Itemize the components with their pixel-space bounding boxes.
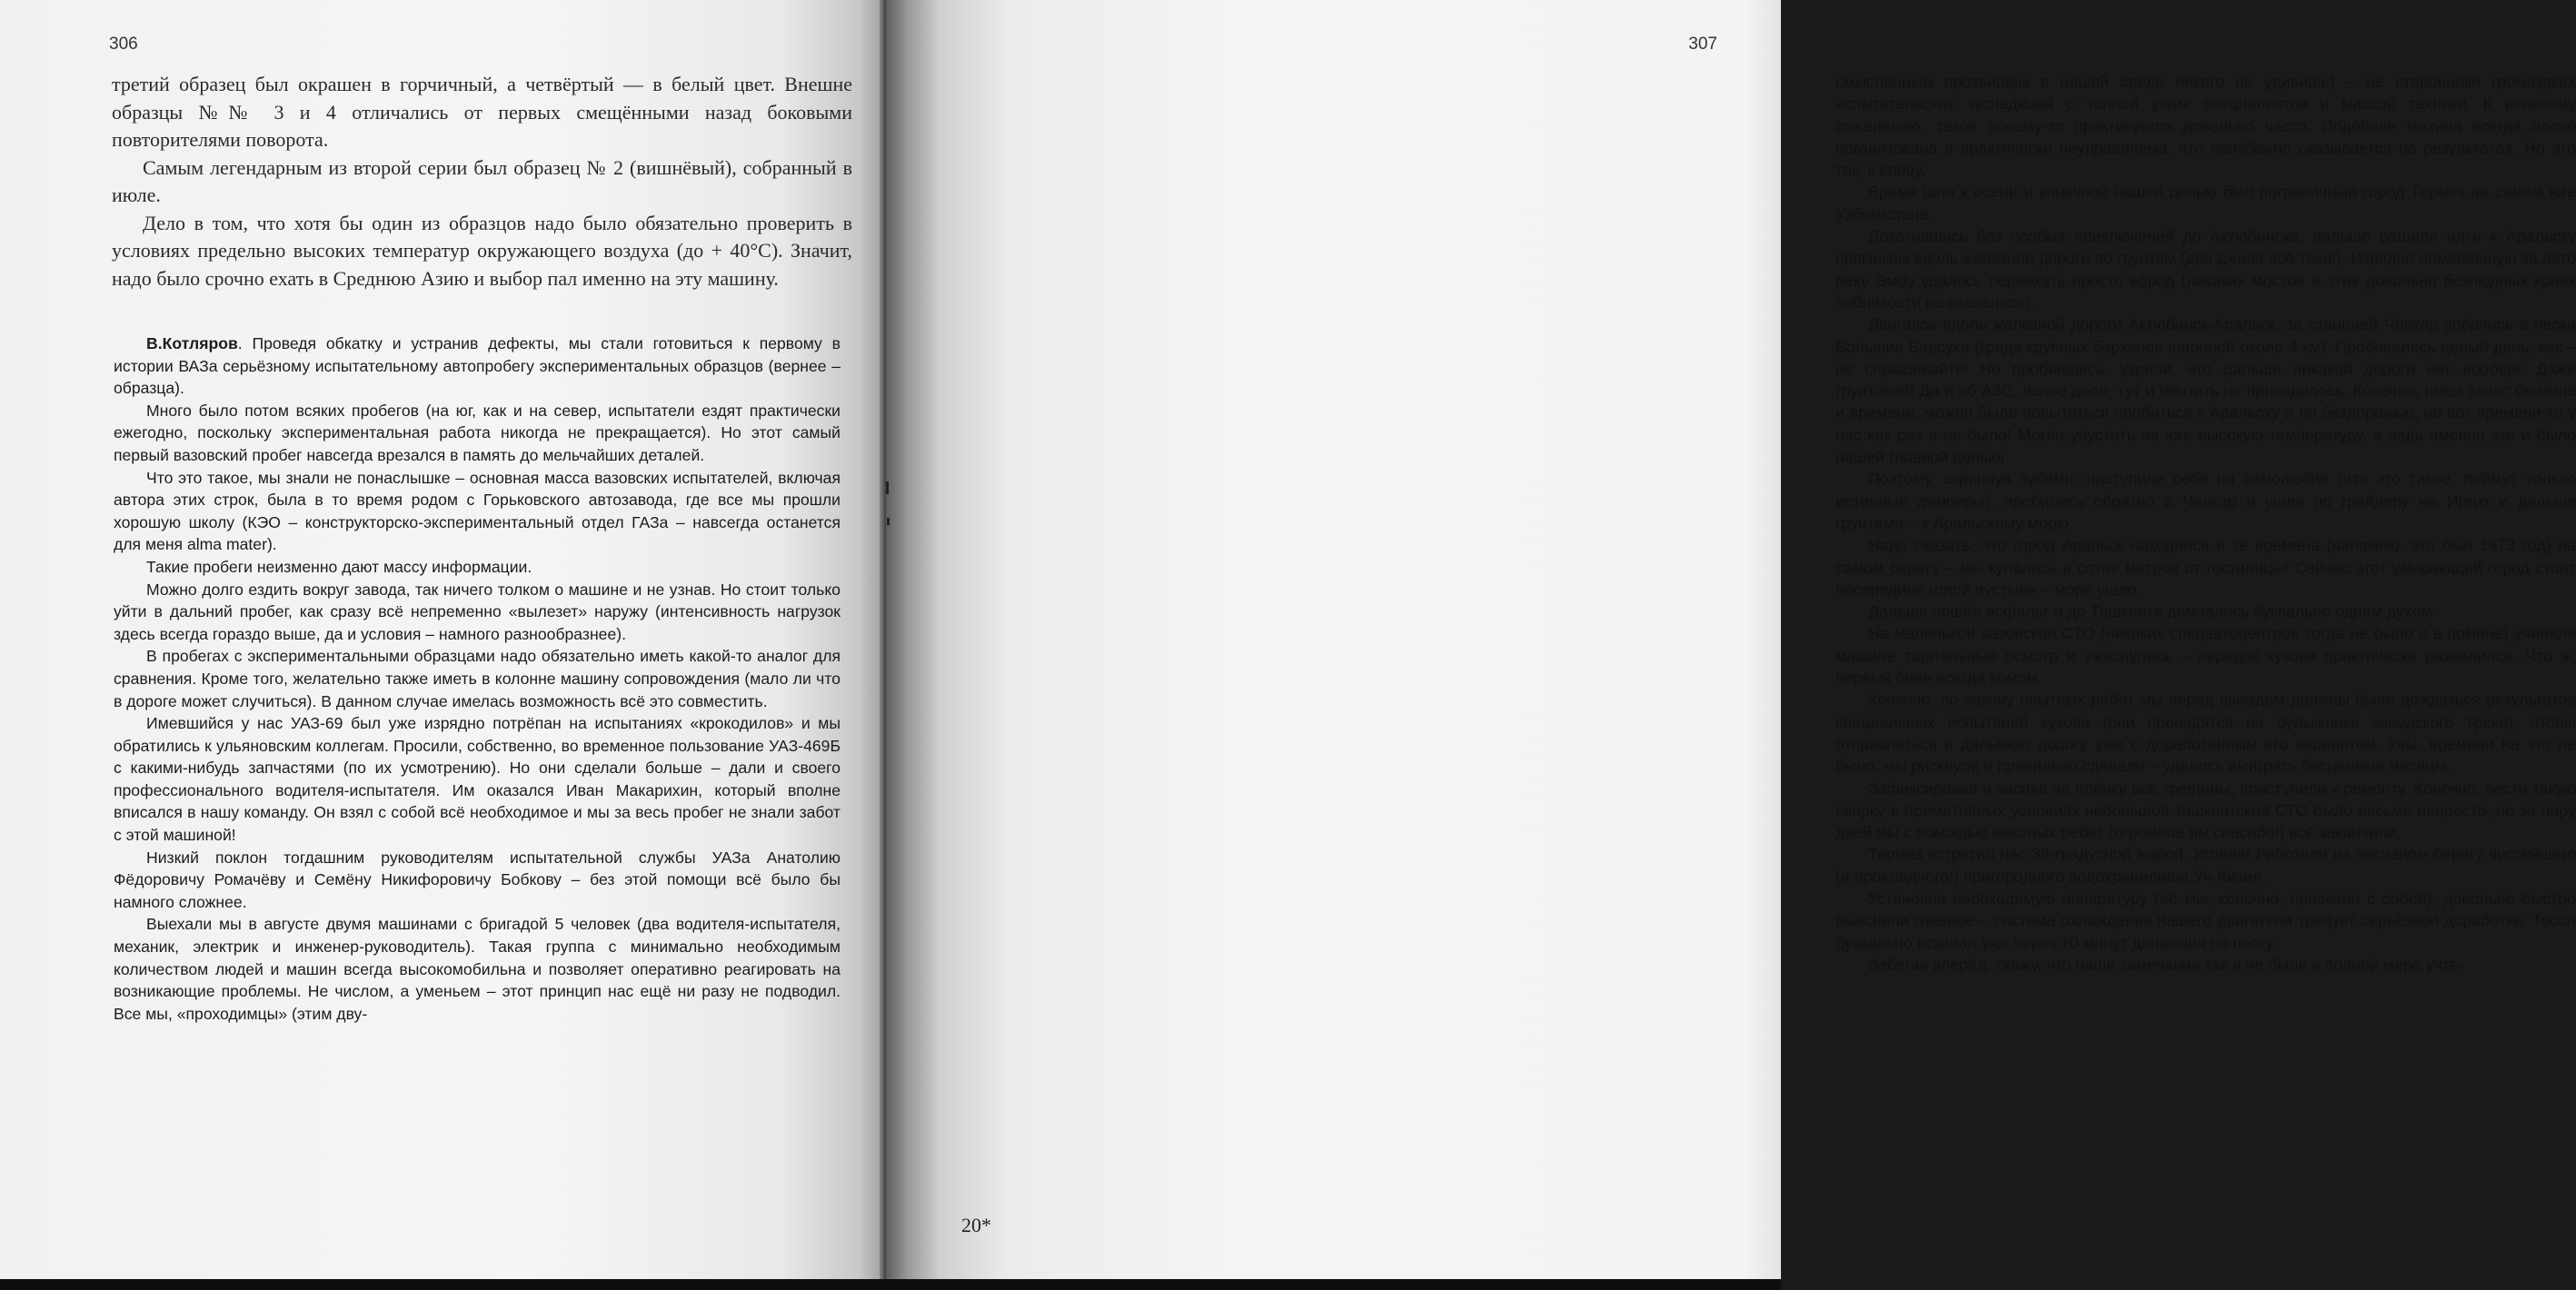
author-name: В.Котляров — [146, 334, 238, 352]
body-paragraph: Поэтому, скрипнув зубами, наступили себе на самолюбие (что это такое, поймут только истинные джиперы), пробились обратно в Челкар и ушли по грейдеру на Иргиз и дальше грунтами – к Аральскому морю. — [1835, 470, 2576, 532]
margin-mark — [886, 481, 889, 494]
serif-paragraph: третий образец был окрашен в горчичный, а четвёртый — в белый цвет. Внешне образцы №№ 3 и 4 отличались от первых смещёнными назад боковыми повторителями поворота. — [112, 73, 852, 151]
body-paragraph: Дальше пошёл асфальт и до Ташкента домчались буквально одним духом. — [1868, 602, 2437, 621]
margin-mark — [887, 518, 890, 525]
page-number-right: 307 — [1688, 35, 1717, 54]
body-paragraph: В пробегах с экспериментальными образцами надо обязательно иметь какой-то аналог для сравнения. Кроме того, желательно также иметь в колонне машину сопровождения (мало ли что в дороге может случиться). В данном случае имелась возможность всё это совместить. — [114, 647, 840, 710]
body-paragraph: Имевшийся у нас УАЗ-69 был уже изрядно потрёпан на испытаниях «крокодилов» и мы обратились к ульяновским коллегам. Просили, собственно, во временное пользование УАЗ-469Б с какими-нибудь запчастями (по их усмотрению). Но они сделали больше – дали и своего профессионального водителя-испытателя. Им оказался Иван Макарихин, который вполне вписался в нашу команду. Он взял с собой всё необходимое и мы за весь пробег не знали забот с этой машиной! — [114, 714, 840, 845]
body-paragraph: Время шло к осени и конечной нашей целью был пограничный город Термез на самом юге Узбекистана. — [1835, 183, 2576, 223]
body-paragraph: Надо сказать, что город Аральск находился в те времена (напомню, это был 1973 год) на самом берегу – мы купались в сотне метров от гостиницы! Сейчас этот умирающий город стоит посередине голой пустыни – море ушло. — [1835, 536, 2576, 599]
body-paragraph: Что это такое, мы знали не понаслышке – основная масса вазовских испытателей, включая автора этих строк, была в то время родом с Горьковского автозавода, где все мы прошли хорошую школу (КЭО – конструкторско-экспериментальный отдел ГАЗа – навсегда останется для меня alma mater). — [114, 468, 840, 554]
bottom-edge — [0, 1279, 1781, 1290]
body-paragraph: Двигаясь вдоль железной дороги Актюбинск-Аральск, за станцией Челкар упёрлись в пески Большие Барсуки (гряда крупных барханов шириной около 4 км). Пробивались целый день, как – не спрашивайте! Но пробившись, узрели, что дальше никакой дороги нет вообще! Даже грунтовой! Да и об АЗС, ясное дело, тут и мечтать не приходилось. Конечно, имея запас бензина и времени, можно было попытаться пробиться к Аральску и по бездорожью, но вот времени-то у нас как раз и не было! Могли упустить на юге высокую температуру, а ведь именно это и было нашей главной целью! — [1835, 315, 2576, 467]
body-paragraph: Докатившись без особых приключений до Актюбинска, дальше решили идти к Аральску прямиком вдоль железной дороги по грунтам (два джипа всё-таки!). Изрядно обмелевшую за лето реку Эмбу удалось переехать просто вброд (никаких мостов в этих довольно безлюдных краях поблизости не оказалось). — [1835, 227, 2576, 312]
author-lead-text: . Проведя обкатку и устранив дефекты, мы стали готовиться к первому в истории ВАЗа серьёзному испытательному автопробегу экспериментальных образцов (вернее – образца). — [114, 334, 840, 398]
serif-paragraph: Дело в том, что хотя бы один из образцов надо было обязательно проверить в условиях предельно высоких температур окружающего воздуха (до + 40°С). Значит, надо было срочно ехать в Среднюю Азию и выбор пал именно на эту машину. — [112, 211, 852, 290]
left-page — [0, 0, 886, 1279]
body-paragraph: Термез встретил нас 38-градусной жарой. Успели! Работали на песчаном берегу чистейшего (и прохладного!) пригородного водохранилища Уч-Кизил. — [1835, 845, 2576, 886]
body-paragraph: Выехали мы в августе двумя машинами с бригадой 5 человек (два водителя-испытателя, механик, электрик и инженер-руководитель). Такая группа с минимально необходимым количеством людей и машин всегда высокомобильна и позволяет оперативно реагировать на возникающие проблемы. Не числом, а уменьем – этот принцип нас ещё ни разу не подводил. Все мы, «проходимцы» (этим дву- — [114, 915, 840, 1023]
right-page — [886, 0, 2576, 1279]
author-paragraph — [114, 332, 840, 400]
right-body-text — [1835, 71, 2576, 976]
body-paragraph: Забегая вперёд, скажу, что наши замечания так и не были в полной мере учте- — [1868, 955, 2464, 974]
body-paragraph: Такие пробеги неизменно дают массу информации. — [146, 557, 532, 576]
body-paragraph: Низкий поклон тогдашним руководителям испытательной службы УАЗа Анатолию Фёдоровичу Ромачёву и Семёну Никифоровичу Бобкову – без этой помощи всё было бы намного сложнее. — [114, 848, 840, 911]
serif-text-block — [112, 71, 852, 293]
body-paragraph: Много было потом всяких пробегов (на юг, как и на север, испытатели ездят практически ежегодно, поскольку экспериментальная работа никогда не прекращается). Но этот самый первый вазовский пробег навсегда врезался в память до мельчайших деталей. — [114, 401, 840, 464]
left-body-text — [114, 332, 840, 1025]
body-paragraph: Можно долго ездить вокруг завода, так ничего толком о машине и не узнав. Но стоит только уйти в дальний пробег, как сразу всё непременно «вылезет» наружу (интенсивность нагрузок здесь всегда гораздо выше, да и условия – намного разнообразнее). — [114, 580, 840, 643]
body-paragraph: На маленькой вазовской СТО (никаких спецавтоцентров тогда не было и в помине) учинили машине тщательный осмотр и ужаснулись – передок кузова практически развалился. Что ж, первый блин всегда комом. — [1835, 624, 2576, 688]
body-paragraph: Установив необходимую аппаратуру (её мы, конечно, привезли с собой), довольно быстро выяснили главное – система охлаждения нашего двигателя требует серьёзной доработки. Тосол буквально вскипал уже через 10 минут движения по песку. — [1835, 888, 2576, 952]
page-number-left: 306 — [109, 35, 138, 54]
body-paragraph-continued: смысленным прозвищем в нашей среде никого не удивишь) – не сторонники громоздких испытательских экспедиций с толпой узких специалистов и массой техники. К великому сожалению, такое почему-то практикуется довольно часто. Подобная махина всегда плохо организована и практически неуправляема, что неизбежно сказывается на результатах. Но это так, к слову. — [1835, 73, 2576, 180]
printer-signature: 20* — [961, 1214, 991, 1236]
body-paragraph: Конечно, по закону опытных работ мы перед выездом должны были дождаться результатов специальных испытаний кузова (они проводятся на булыжнике заводского трека), чтобы отправляться в дальнюю дорогу уже с доработанным его вариантом. Увы, времени на это не было, мы рискнули и правильно сделали – удалось выиграть бесценные месяцы. — [1835, 690, 2576, 776]
serif-paragraph: Самым легендарным из второй серии был образец № 2 (вишнёвый), собранный в июле. — [112, 155, 852, 206]
body-paragraph: Зафиксировав и засняв на плёнку все трещины, приступили к ремонту. Конечно, вести такую сварку в примитивных условиях небольшой ташкентской СТО было весьма непросто, но за пару дней мы с помощью местных ребят (огромное им спасибо!) всё закончили. — [1835, 779, 2576, 842]
